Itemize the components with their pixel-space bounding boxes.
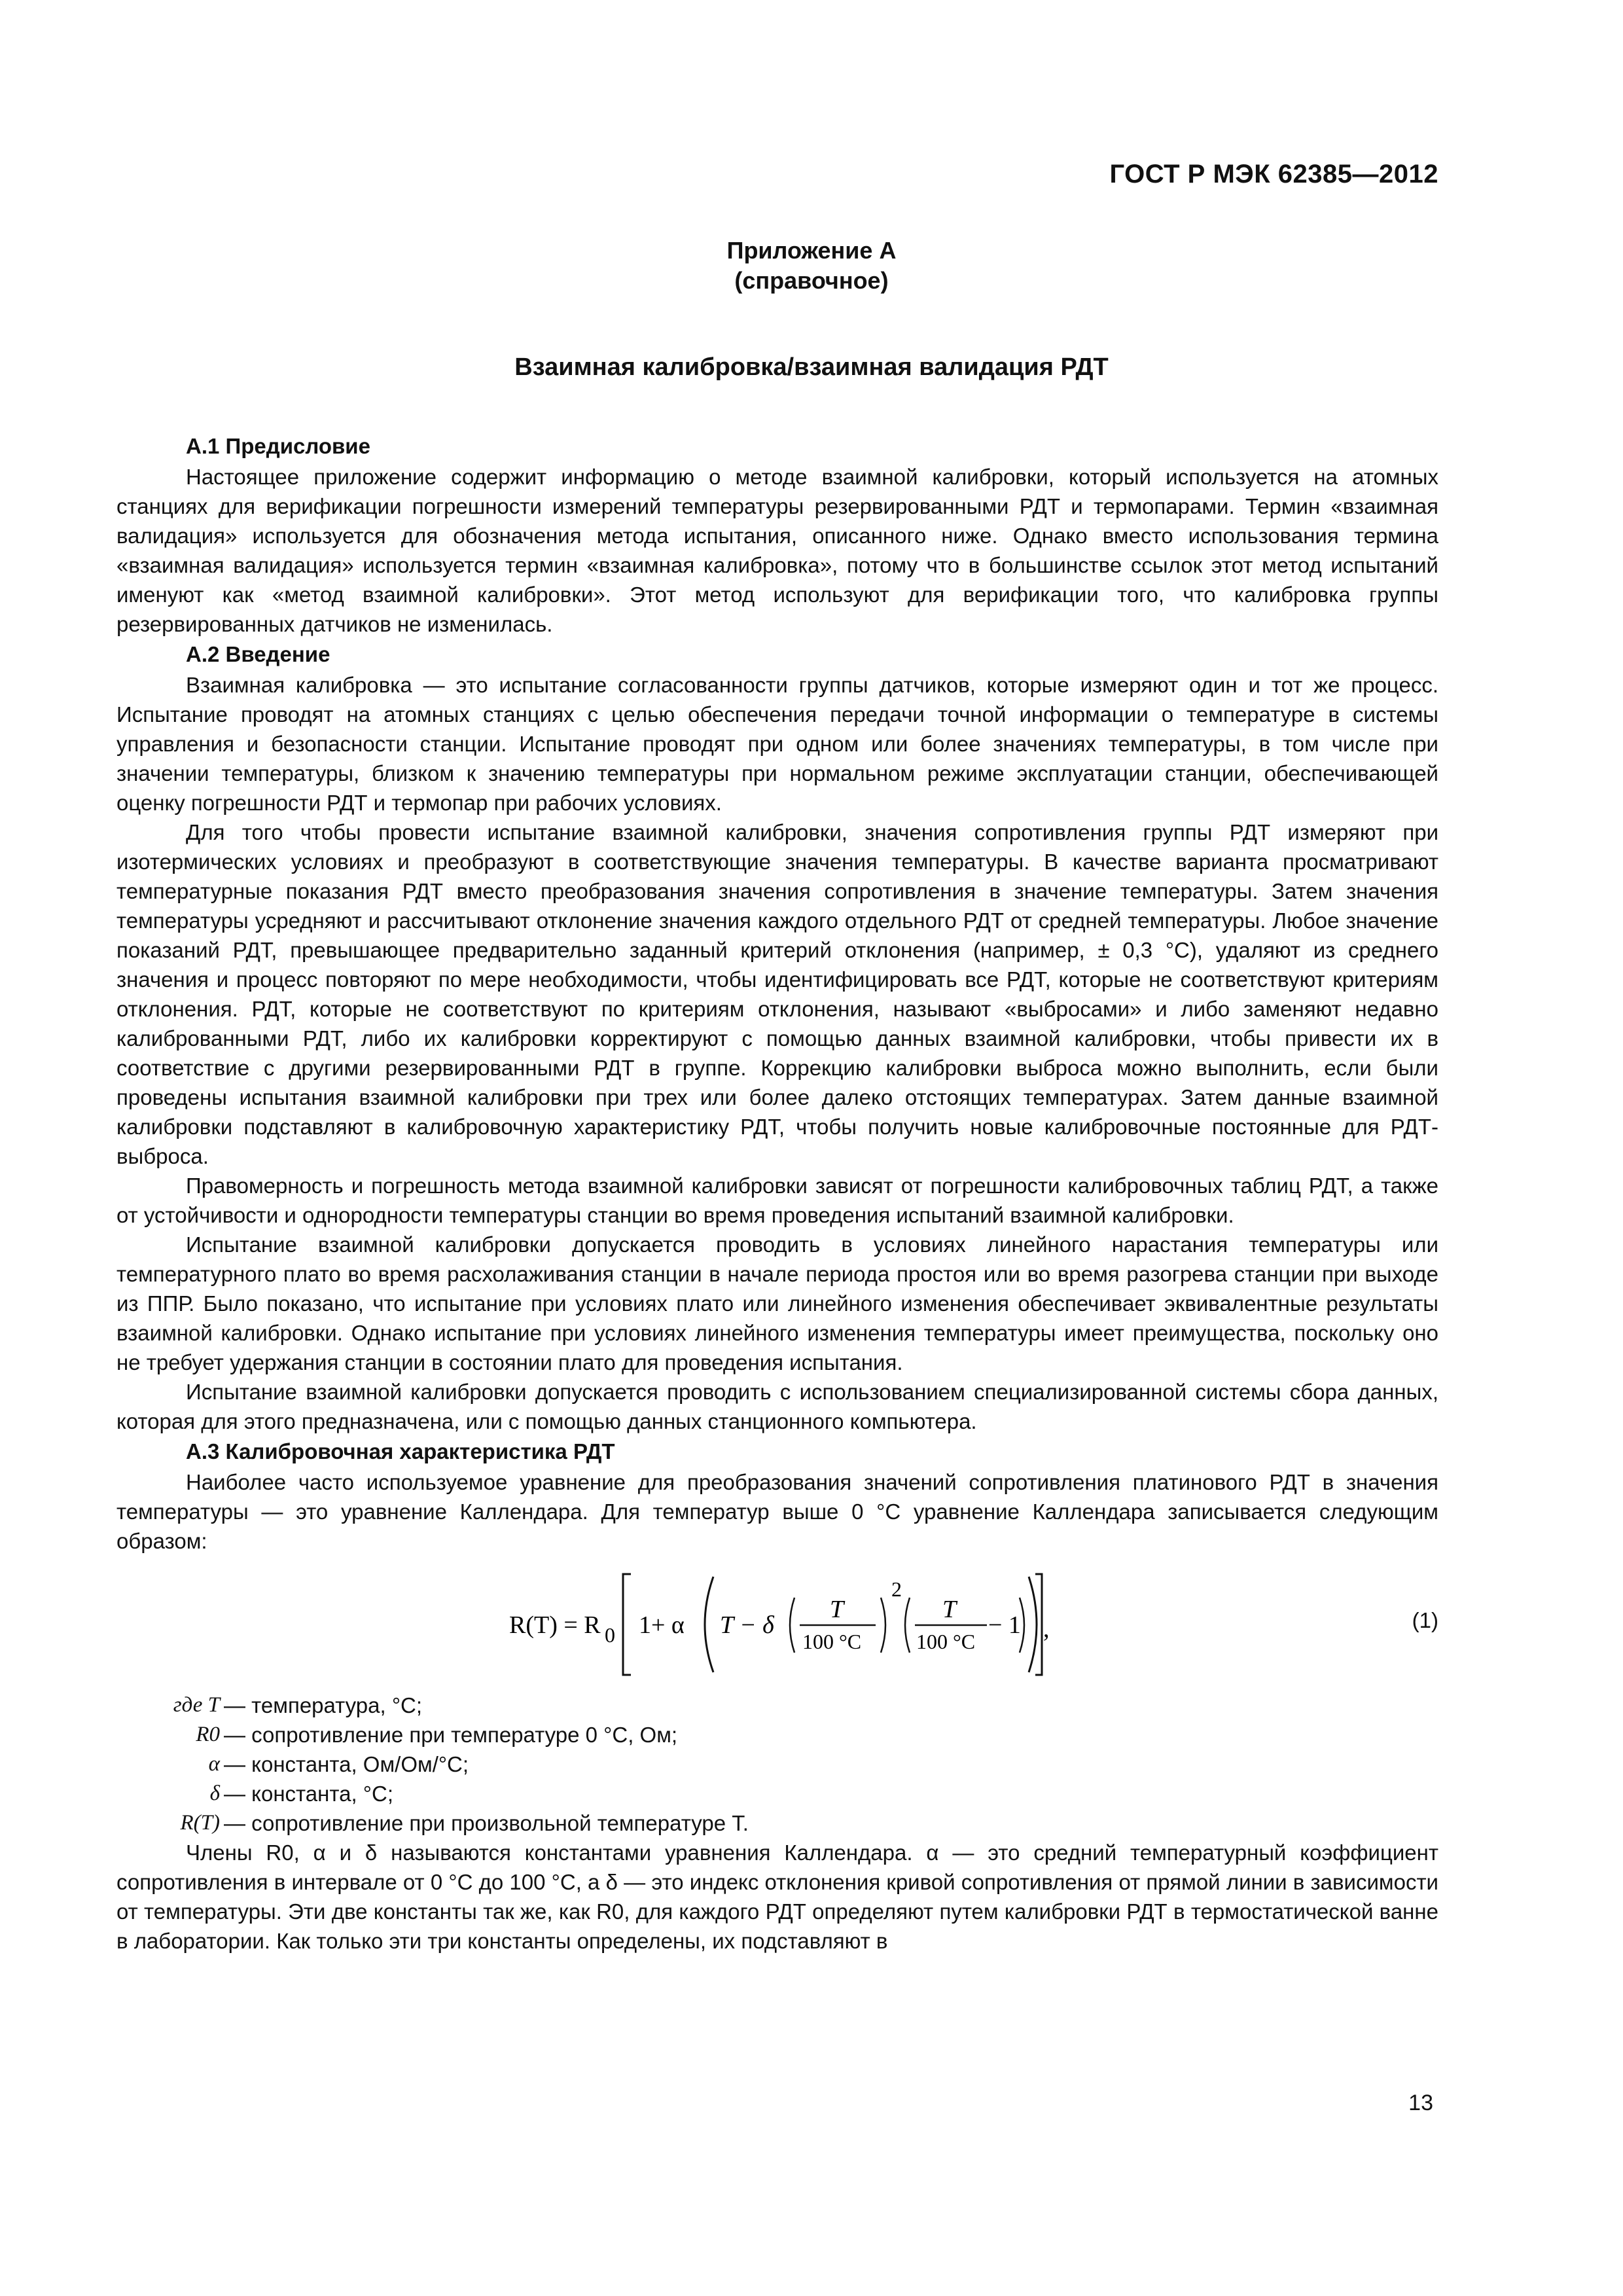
body-text <box>116 431 1438 1956</box>
definition-symbol: δ <box>209 1782 220 1805</box>
symbol-definitions <box>116 1691 1438 1838</box>
annex-type: (справочное) <box>734 267 889 294</box>
fraction-paren-right <box>881 1598 885 1653</box>
callendar-equation <box>116 1565 1438 1681</box>
equation-trailing-comma: , <box>1043 1615 1050 1643</box>
paragraph: Испытание взаимной калибровки допускается проводить в условиях линейного нарастания температуры или температурного плато во время расхолаживания станции в начале периода простоя или во время разогрева станции при выходе из ППР. Было показано, что испытание при условиях плато или линейного изменения обеспечивает эквивалентные результаты взаимной калибровки. Однако испытание при условиях линейного изменения температуры имеет преимущества, поскольку оно не требует удержания станции в состоянии плато для проведения испытания. <box>116 1232 1438 1374</box>
section-heading-a3: А.3 Калибровочная характеристика РДТ <box>186 1439 615 1463</box>
section-heading-a1: А.1 Предисловие <box>186 434 370 458</box>
paragraph: Испытание взаимной калибровки допускается проводить с использованием специализированной системы сбора данных, которая для этого предназначена, или с помощью данных станционного компьютера. <box>116 1380 1438 1433</box>
left-parenthesis <box>705 1577 713 1672</box>
annex-title <box>0 236 1623 296</box>
section-heading-a2: А.2 Введение <box>186 642 330 666</box>
equation-r0-subscript: 0 <box>605 1623 615 1647</box>
fraction-numerator: T <box>942 1596 957 1623</box>
definition-text: — сопротивление при произвольной температуре T. <box>224 1811 749 1835</box>
paragraph: Наиболее часто используемое уравнение для преобразования значений сопротивления платинового РДТ в значения температуры — это уравнение Каллендара. Для температур выше 0 °С уравнение Каллендара записывается следующим образом: <box>116 1470 1438 1553</box>
equation-graphic <box>509 1565 1050 1681</box>
paragraph: Для того чтобы провести испытание взаимной калибровки, значения сопротивления группы РДТ измеряют при изотермических условиях и преобразуют в соответствующие значения температуры. В качестве варианта просматривают температурные показания РДТ вместо преобразования значения сопротивления в значение температуры. Затем значения температуры усредняют и рассчитывают отклонение значения каждого отдельного РДТ от средней температуры. Любое значение показаний РДТ, превышающее предварительно заданный критерий отклонения (например, ± 0,3 °С), удаляют из среднего значения и процесс повторяют по мере необходимости, чтобы идентифицировать все РДТ, которые не соответствуют критериям отклонения. РДТ, которые не соответствуют по критериям отклонения, называют «выбросами» и либо заменяют недавно калиброванными РДТ, либо их калибровки корректируют с помощью данных взаимной калибровки, чтобы привести их в соответствие с другими резервированными РДТ в группе. Коррекцию калибровки выброса можно выполнить, если были проведены испытания взаимной калибровки при трех или более далеко отстоящих температурах. Затем данные взаимной калибровки подставляют в калибровочную характеристику РДТ, чтобы получить новые калибровочные постоянные для РДТ-выброса. <box>116 820 1438 1168</box>
fraction-paren-left <box>905 1598 910 1653</box>
definition-symbol: где T <box>173 1693 220 1717</box>
exponent: 2 <box>891 1577 902 1601</box>
definition-row <box>116 1691 1438 1720</box>
standard-header: ГОСТ Р МЭК 62385—2012 <box>1109 160 1438 188</box>
paragraph: Взаимная калибровка — это испытание согласованности группы датчиков, которые измеряют один и тот же процесс. Испытание проводят на атомных станциях с целью обеспечения передачи точной информации о температуре в системы управления и безопасности станции. Испытание проводят при одном или более значениях температуры, в том числе при значении температуры, близком к значению температуры при нормальном режиме эксплуатации станции, обеспечивающей оценку погрешности РДТ и термопар при рабочих условиях. <box>116 673 1438 815</box>
fraction-denominator: 100 °C <box>916 1630 976 1653</box>
definition-row <box>116 1779 1438 1808</box>
equation-t-minus-delta: T − δ <box>720 1611 774 1639</box>
equation-lhs: R(T) = R <box>509 1611 601 1639</box>
definition-row <box>116 1808 1438 1838</box>
definition-row <box>116 1720 1438 1749</box>
equation-number: (1) <box>1412 1608 1438 1632</box>
fraction-numerator: T <box>830 1596 844 1623</box>
definition-symbol: α <box>208 1752 220 1776</box>
definition-symbol: R0 <box>196 1723 220 1746</box>
document-title: Взаимная калибровка/взаимная валидация РДТ <box>514 353 1109 381</box>
definition-text: — температура, °С; <box>224 1693 423 1717</box>
definition-text: — сопротивление при температуре 0 °С, Ом; <box>224 1723 678 1747</box>
fraction-paren-left <box>790 1598 794 1653</box>
page-number: 13 <box>1408 2090 1433 2115</box>
paragraph: Правомерность и погрешность метода взаимной калибровки зависят от погрешности калибровочных таблиц РДТ, а также от устойчивости и однородности температуры станции во время проведения испытаний взаимной калибровки. <box>116 1174 1438 1227</box>
paragraph: Члены R0, α и δ называются константами уравнения Каллендара. α — это средний температурный коэффициент сопротивления в интервале от 0 °С до 100 °С, а δ — это индекс отклонения кривой сопротивления от прямой линии в зависимости от температуры. Эти две константы так же, как R0, для каждого РДТ определяют путем калибровки РДТ в термостатической ванне в лаборатории. Как только эти три константы определены, их подставляют в <box>116 1840 1438 1953</box>
right-parenthesis <box>1029 1577 1037 1672</box>
definition-text: — константа, °С; <box>224 1782 394 1806</box>
fraction-denominator: 100 °C <box>802 1630 862 1653</box>
definition-symbol: R(T) <box>180 1811 220 1835</box>
equation-minus-one: − 1 <box>988 1611 1021 1639</box>
annex-label: Приложение А <box>726 237 897 264</box>
paragraph: Настоящее приложение содержит информацию о методе взаимной калибровки, который используется на атомных станциях для верификации погрешности измерений температуры резервированными РДТ и термопарами. Термин «взаимная валидация» используется для обозначения метода испытания, описанного ниже. Однако вместо использования термина «взаимная валидация» используется термин «взаимная калибровка», потому что в большинстве ссылок этот метод испытаний именуют как «метод взаимной калибровки». Этот метод используют для верификации того, что калибровка группы резервированных датчиков не изменилась. <box>116 465 1438 636</box>
left-square-bracket <box>623 1574 631 1675</box>
definition-row <box>116 1749 1438 1779</box>
equation-one-plus-alpha: 1+ α <box>639 1611 685 1639</box>
definition-text: — константа, Ом/Ом/°С; <box>224 1752 469 1776</box>
